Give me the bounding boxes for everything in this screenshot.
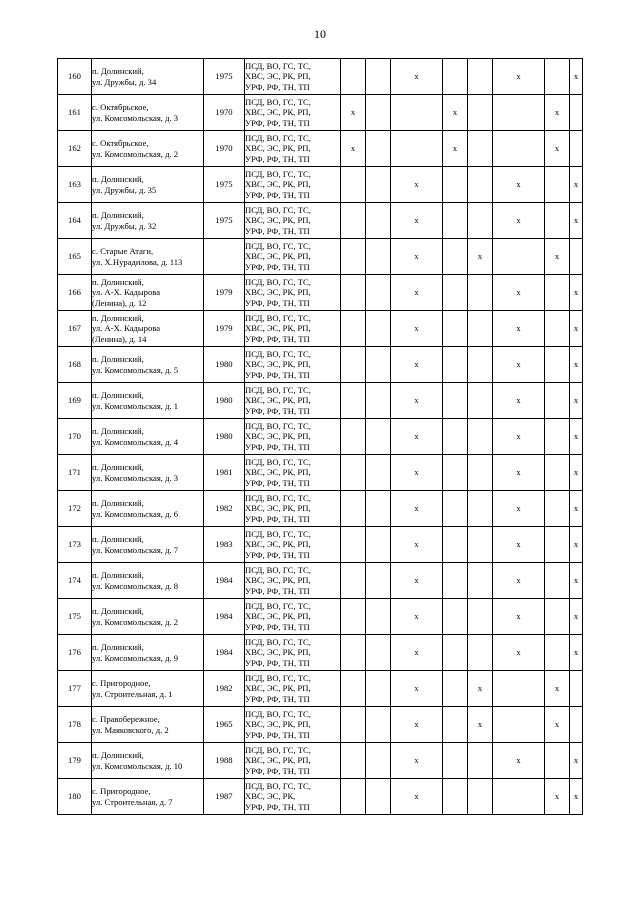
row-number: 179 (58, 743, 92, 779)
mark-cell: x (570, 563, 583, 599)
address-cell: с. Пригородное, ул. Строительная, д. 1 (92, 671, 204, 707)
mark-cell (341, 491, 366, 527)
mark-cell (366, 239, 391, 275)
mark-cell (468, 635, 493, 671)
mark-cell (366, 59, 391, 95)
mark-cell (493, 95, 545, 131)
row-number: 170 (58, 419, 92, 455)
mark-cell: x (493, 203, 545, 239)
mark-cell (468, 455, 493, 491)
row-number: 163 (58, 167, 92, 203)
table-row (58, 131, 583, 167)
year-cell: 1975 (204, 59, 245, 95)
table-row (58, 59, 583, 95)
mark-cell: x (391, 275, 443, 311)
mark-cell (341, 203, 366, 239)
mark-cell (468, 95, 493, 131)
table-row (58, 239, 583, 275)
mark-cell (493, 131, 545, 167)
year-cell: 1980 (204, 347, 245, 383)
year-cell: 1975 (204, 203, 245, 239)
mark-cell: x (391, 311, 443, 347)
codes-cell: ПСД, ВО, ГС, ТС, ХВС, ЭС, РК, РП, УРФ, РФ, ТН, ТП (245, 59, 341, 95)
mark-cell (545, 743, 570, 779)
mark-cell: x (570, 491, 583, 527)
mark-cell (391, 131, 443, 167)
table-row (58, 671, 583, 707)
mark-cell (341, 707, 366, 743)
year-cell: 1975 (204, 167, 245, 203)
mark-cell (366, 347, 391, 383)
mark-cell: x (391, 239, 443, 275)
mark-cell (443, 599, 468, 635)
mark-cell: x (468, 671, 493, 707)
mark-cell (443, 563, 468, 599)
row-number: 171 (58, 455, 92, 491)
address-cell: п. Долинский, ул. Комсомольская, д. 7 (92, 527, 204, 563)
mark-cell (366, 311, 391, 347)
mark-cell: x (493, 635, 545, 671)
year-cell: 1982 (204, 491, 245, 527)
mark-cell: x (391, 383, 443, 419)
year-cell: 1979 (204, 311, 245, 347)
mark-cell: x (570, 347, 583, 383)
mark-cell (545, 347, 570, 383)
mark-cell: x (493, 743, 545, 779)
mark-cell: x (391, 563, 443, 599)
table-row (58, 419, 583, 455)
year-cell: 1988 (204, 743, 245, 779)
mark-cell (493, 707, 545, 743)
mark-cell: x (391, 527, 443, 563)
year-cell: 1979 (204, 275, 245, 311)
mark-cell (443, 671, 468, 707)
mark-cell: x (443, 131, 468, 167)
mark-cell (493, 779, 545, 815)
year-cell: 1970 (204, 95, 245, 131)
mark-cell: x (391, 743, 443, 779)
mark-cell (570, 707, 583, 743)
mark-cell: x (493, 599, 545, 635)
address-cell: п. Долинский, ул. Комсомольская, д. 8 (92, 563, 204, 599)
address-cell: п. Долинский, ул. Комсомольская, д. 2 (92, 599, 204, 635)
codes-cell: ПСД, ВО, ГС, ТС, ХВС, ЭС, РК, РП, УРФ, РФ, ТН, ТП (245, 635, 341, 671)
row-number: 161 (58, 95, 92, 131)
mark-cell: x (341, 95, 366, 131)
mark-cell (545, 275, 570, 311)
mark-cell: x (391, 455, 443, 491)
codes-cell: ПСД, ВО, ГС, ТС, ХВС, ЭС, РК, РП, УРФ, РФ, ТН, ТП (245, 203, 341, 239)
mark-cell (341, 347, 366, 383)
mark-cell (366, 131, 391, 167)
address-cell: п. Долинский, ул. Комсомольская, д. 10 (92, 743, 204, 779)
year-cell: 1980 (204, 383, 245, 419)
mark-cell (366, 167, 391, 203)
address-cell: п. Долинский, ул. Дружбы, д. 34 (92, 59, 204, 95)
mark-cell (341, 527, 366, 563)
address-cell: с. Октябрьское, ул. Комсомольская, д. 2 (92, 131, 204, 167)
mark-cell (468, 275, 493, 311)
mark-cell (341, 239, 366, 275)
mark-cell (341, 779, 366, 815)
mark-cell (341, 599, 366, 635)
year-cell (204, 239, 245, 275)
mark-cell (468, 203, 493, 239)
mark-cell (366, 563, 391, 599)
table-row (58, 167, 583, 203)
row-number: 169 (58, 383, 92, 419)
year-cell: 1987 (204, 779, 245, 815)
mark-cell (468, 311, 493, 347)
mark-cell: x (570, 635, 583, 671)
codes-cell: ПСД, ВО, ГС, ТС, ХВС, ЭС, РК, РП, УРФ, РФ, ТН, ТП (245, 239, 341, 275)
codes-cell: ПСД, ВО, ГС, ТС, ХВС, ЭС, РК, РП, УРФ, РФ, ТН, ТП (245, 599, 341, 635)
mark-cell (443, 455, 468, 491)
mark-cell (545, 311, 570, 347)
mark-cell (443, 203, 468, 239)
year-cell: 1982 (204, 671, 245, 707)
codes-cell: ПСД, ВО, ГС, ТС, ХВС, ЭС, РК, РП, УРФ, РФ, ТН, ТП (245, 95, 341, 131)
buildings-table (57, 58, 583, 815)
row-number: 178 (58, 707, 92, 743)
table-row (58, 311, 583, 347)
mark-cell: x (493, 311, 545, 347)
mark-cell (468, 599, 493, 635)
mark-cell (391, 95, 443, 131)
mark-cell (468, 131, 493, 167)
row-number: 168 (58, 347, 92, 383)
mark-cell (545, 167, 570, 203)
mark-cell (366, 743, 391, 779)
mark-cell (468, 419, 493, 455)
address-cell: п. Долинский, ул. Комсомольская, д. 9 (92, 635, 204, 671)
mark-cell (366, 275, 391, 311)
codes-cell: ПСД, ВО, ГС, ТС, ХВС, ЭС, РК, РП, УРФ, РФ, ТН, ТП (245, 167, 341, 203)
address-cell: п. Долинский, ул. Дружбы, д. 32 (92, 203, 204, 239)
mark-cell: x (391, 491, 443, 527)
mark-cell (341, 167, 366, 203)
table-row (58, 635, 583, 671)
mark-cell (443, 635, 468, 671)
codes-cell: ПСД, ВО, ГС, ТС, ХВС, ЭС, РК, РП, УРФ, РФ, ТН, ТП (245, 383, 341, 419)
mark-cell: x (443, 95, 468, 131)
mark-cell (366, 95, 391, 131)
mark-cell (545, 59, 570, 95)
mark-cell: x (493, 527, 545, 563)
mark-cell (468, 491, 493, 527)
codes-cell: ПСД, ВО, ГС, ТС, ХВС, ЭС, РК, РП, УРФ, РФ, ТН, ТП (245, 419, 341, 455)
mark-cell (366, 383, 391, 419)
mark-cell: x (570, 527, 583, 563)
mark-cell (443, 419, 468, 455)
codes-cell: ПСД, ВО, ГС, ТС, ХВС, ЭС, РК, РП, УРФ, РФ, ТН, ТП (245, 275, 341, 311)
mark-cell: x (391, 419, 443, 455)
mark-cell (545, 203, 570, 239)
mark-cell: x (493, 347, 545, 383)
mark-cell (366, 707, 391, 743)
codes-cell: ПСД, ВО, ГС, ТС, ХВС, ЭС, РК, РП, УРФ, РФ, ТН, ТП (245, 455, 341, 491)
mark-cell: x (570, 419, 583, 455)
codes-cell: ПСД, ВО, ГС, ТС, ХВС, ЭС, РК, РП, УРФ, РФ, ТН, ТП (245, 131, 341, 167)
mark-cell (366, 527, 391, 563)
mark-cell (443, 275, 468, 311)
table-row (58, 527, 583, 563)
year-cell: 1970 (204, 131, 245, 167)
table-row (58, 95, 583, 131)
mark-cell: x (493, 419, 545, 455)
mark-cell (443, 347, 468, 383)
page-number: 10 (314, 27, 326, 41)
mark-cell: x (468, 707, 493, 743)
mark-cell: x (468, 239, 493, 275)
mark-cell: x (493, 563, 545, 599)
mark-cell: x (391, 167, 443, 203)
mark-cell: x (570, 59, 583, 95)
mark-cell (443, 527, 468, 563)
address-cell: п. Долинский, ул. Комсомольская, д. 6 (92, 491, 204, 527)
mark-cell: x (545, 95, 570, 131)
mark-cell: x (391, 59, 443, 95)
address-cell: с. Правобережное, ул. Маяковского, д. 2 (92, 707, 204, 743)
mark-cell: x (570, 203, 583, 239)
mark-cell (545, 491, 570, 527)
mark-cell: x (570, 599, 583, 635)
row-number: 176 (58, 635, 92, 671)
mark-cell (366, 491, 391, 527)
table-row (58, 347, 583, 383)
mark-cell (366, 203, 391, 239)
mark-cell (570, 671, 583, 707)
table-row (58, 275, 583, 311)
row-number: 167 (58, 311, 92, 347)
codes-cell: ПСД, ВО, ГС, ТС, ХВС, ЭС, РК, УРФ, РФ, ТН, ТП (245, 779, 341, 815)
address-cell: с. Пригородное, ул. Строительная, д. 7 (92, 779, 204, 815)
mark-cell (545, 455, 570, 491)
address-cell: п. Долинский, ул. Комсомольская, д. 4 (92, 419, 204, 455)
year-cell: 1965 (204, 707, 245, 743)
mark-cell (341, 635, 366, 671)
mark-cell (468, 347, 493, 383)
codes-cell: ПСД, ВО, ГС, ТС, ХВС, ЭС, РК, РП, УРФ, РФ, ТН, ТП (245, 671, 341, 707)
row-number: 173 (58, 527, 92, 563)
mark-cell: x (391, 599, 443, 635)
address-cell: п. Долинский, ул. Комсомольская, д. 3 (92, 455, 204, 491)
row-number: 162 (58, 131, 92, 167)
mark-cell: x (545, 671, 570, 707)
mark-cell: x (545, 239, 570, 275)
mark-cell: x (570, 779, 583, 815)
mark-cell (341, 743, 366, 779)
address-cell: п. Долинский, ул. А-Х. Кадырова (Ленина), д. 14 (92, 311, 204, 347)
mark-cell: x (570, 167, 583, 203)
address-cell: п. Долинский, ул. А-Х. Кадырова (Ленина), д. 12 (92, 275, 204, 311)
table-row (58, 491, 583, 527)
mark-cell (493, 671, 545, 707)
year-cell: 1983 (204, 527, 245, 563)
row-number: 166 (58, 275, 92, 311)
mark-cell: x (391, 203, 443, 239)
mark-cell: x (570, 275, 583, 311)
mark-cell (545, 563, 570, 599)
table-row (58, 599, 583, 635)
row-number: 160 (58, 59, 92, 95)
mark-cell (341, 563, 366, 599)
mark-cell: x (570, 455, 583, 491)
table-row (58, 563, 583, 599)
mark-cell: x (391, 671, 443, 707)
table-row (58, 779, 583, 815)
mark-cell (570, 95, 583, 131)
row-number: 164 (58, 203, 92, 239)
address-cell: п. Долинский, ул. Комсомольская, д. 5 (92, 347, 204, 383)
mark-cell: x (341, 131, 366, 167)
mark-cell (366, 779, 391, 815)
mark-cell (366, 455, 391, 491)
codes-cell: ПСД, ВО, ГС, ТС, ХВС, ЭС, РК, РП, УРФ, РФ, ТН, ТП (245, 347, 341, 383)
mark-cell (341, 419, 366, 455)
mark-cell (366, 419, 391, 455)
mark-cell (443, 743, 468, 779)
mark-cell: x (570, 311, 583, 347)
year-cell: 1981 (204, 455, 245, 491)
mark-cell (443, 311, 468, 347)
mark-cell (545, 635, 570, 671)
mark-cell (468, 563, 493, 599)
mark-cell: x (493, 59, 545, 95)
mark-cell (443, 707, 468, 743)
mark-cell: x (391, 635, 443, 671)
mark-cell (570, 239, 583, 275)
table-row (58, 203, 583, 239)
mark-cell (443, 239, 468, 275)
mark-cell (493, 239, 545, 275)
address-cell: с. Старые Атаги, ул. Х.Нурадилова, д. 113 (92, 239, 204, 275)
mark-cell: x (493, 167, 545, 203)
mark-cell (545, 419, 570, 455)
mark-cell (341, 383, 366, 419)
codes-cell: ПСД, ВО, ГС, ТС, ХВС, ЭС, РК, РП, УРФ, РФ, ТН, ТП (245, 743, 341, 779)
year-cell: 1984 (204, 635, 245, 671)
row-number: 165 (58, 239, 92, 275)
mark-cell (545, 383, 570, 419)
mark-cell (341, 59, 366, 95)
mark-cell (341, 455, 366, 491)
row-number: 174 (58, 563, 92, 599)
mark-cell (570, 131, 583, 167)
mark-cell: x (545, 779, 570, 815)
row-number: 172 (58, 491, 92, 527)
mark-cell (468, 779, 493, 815)
mark-cell: x (493, 383, 545, 419)
mark-cell (443, 383, 468, 419)
table-row (58, 455, 583, 491)
mark-cell: x (493, 491, 545, 527)
year-cell: 1980 (204, 419, 245, 455)
mark-cell (341, 275, 366, 311)
table-body (58, 59, 583, 815)
mark-cell: x (391, 707, 443, 743)
codes-cell: ПСД, ВО, ГС, ТС, ХВС, ЭС, РК, РП, УРФ, РФ, ТН, ТП (245, 527, 341, 563)
mark-cell (366, 671, 391, 707)
mark-cell (366, 635, 391, 671)
mark-cell (545, 527, 570, 563)
year-cell: 1984 (204, 563, 245, 599)
table-row (58, 383, 583, 419)
address-cell: п. Долинский, ул. Комсомольская, д. 1 (92, 383, 204, 419)
mark-cell: x (493, 275, 545, 311)
mark-cell: x (570, 383, 583, 419)
mark-cell: x (391, 347, 443, 383)
row-number: 175 (58, 599, 92, 635)
mark-cell (443, 59, 468, 95)
mark-cell (443, 779, 468, 815)
mark-cell: x (570, 743, 583, 779)
table-row (58, 707, 583, 743)
mark-cell (443, 167, 468, 203)
mark-cell: x (545, 707, 570, 743)
mark-cell (468, 383, 493, 419)
row-number: 180 (58, 779, 92, 815)
table-row (58, 743, 583, 779)
mark-cell: x (545, 131, 570, 167)
codes-cell: ПСД, ВО, ГС, ТС, ХВС, ЭС, РК, РП, УРФ, РФ, ТН, ТП (245, 311, 341, 347)
mark-cell (468, 167, 493, 203)
address-cell: п. Долинский, ул. Дружбы, д. 35 (92, 167, 204, 203)
codes-cell: ПСД, ВО, ГС, ТС, ХВС, ЭС, РК, РП, УРФ, РФ, ТН, ТП (245, 491, 341, 527)
address-cell: с. Октябрьское, ул. Комсомольская, д. 3 (92, 95, 204, 131)
row-number: 177 (58, 671, 92, 707)
mark-cell (341, 311, 366, 347)
mark-cell (545, 599, 570, 635)
mark-cell: x (391, 779, 443, 815)
mark-cell (443, 491, 468, 527)
mark-cell (366, 599, 391, 635)
mark-cell (468, 59, 493, 95)
year-cell: 1984 (204, 599, 245, 635)
mark-cell (468, 527, 493, 563)
mark-cell (468, 743, 493, 779)
codes-cell: ПСД, ВО, ГС, ТС, ХВС, ЭС, РК, РП, УРФ, РФ, ТН, ТП (245, 707, 341, 743)
mark-cell: x (493, 455, 545, 491)
mark-cell (341, 671, 366, 707)
codes-cell: ПСД, ВО, ГС, ТС, ХВС, ЭС, РК, РП, УРФ, РФ, ТН, ТП (245, 563, 341, 599)
